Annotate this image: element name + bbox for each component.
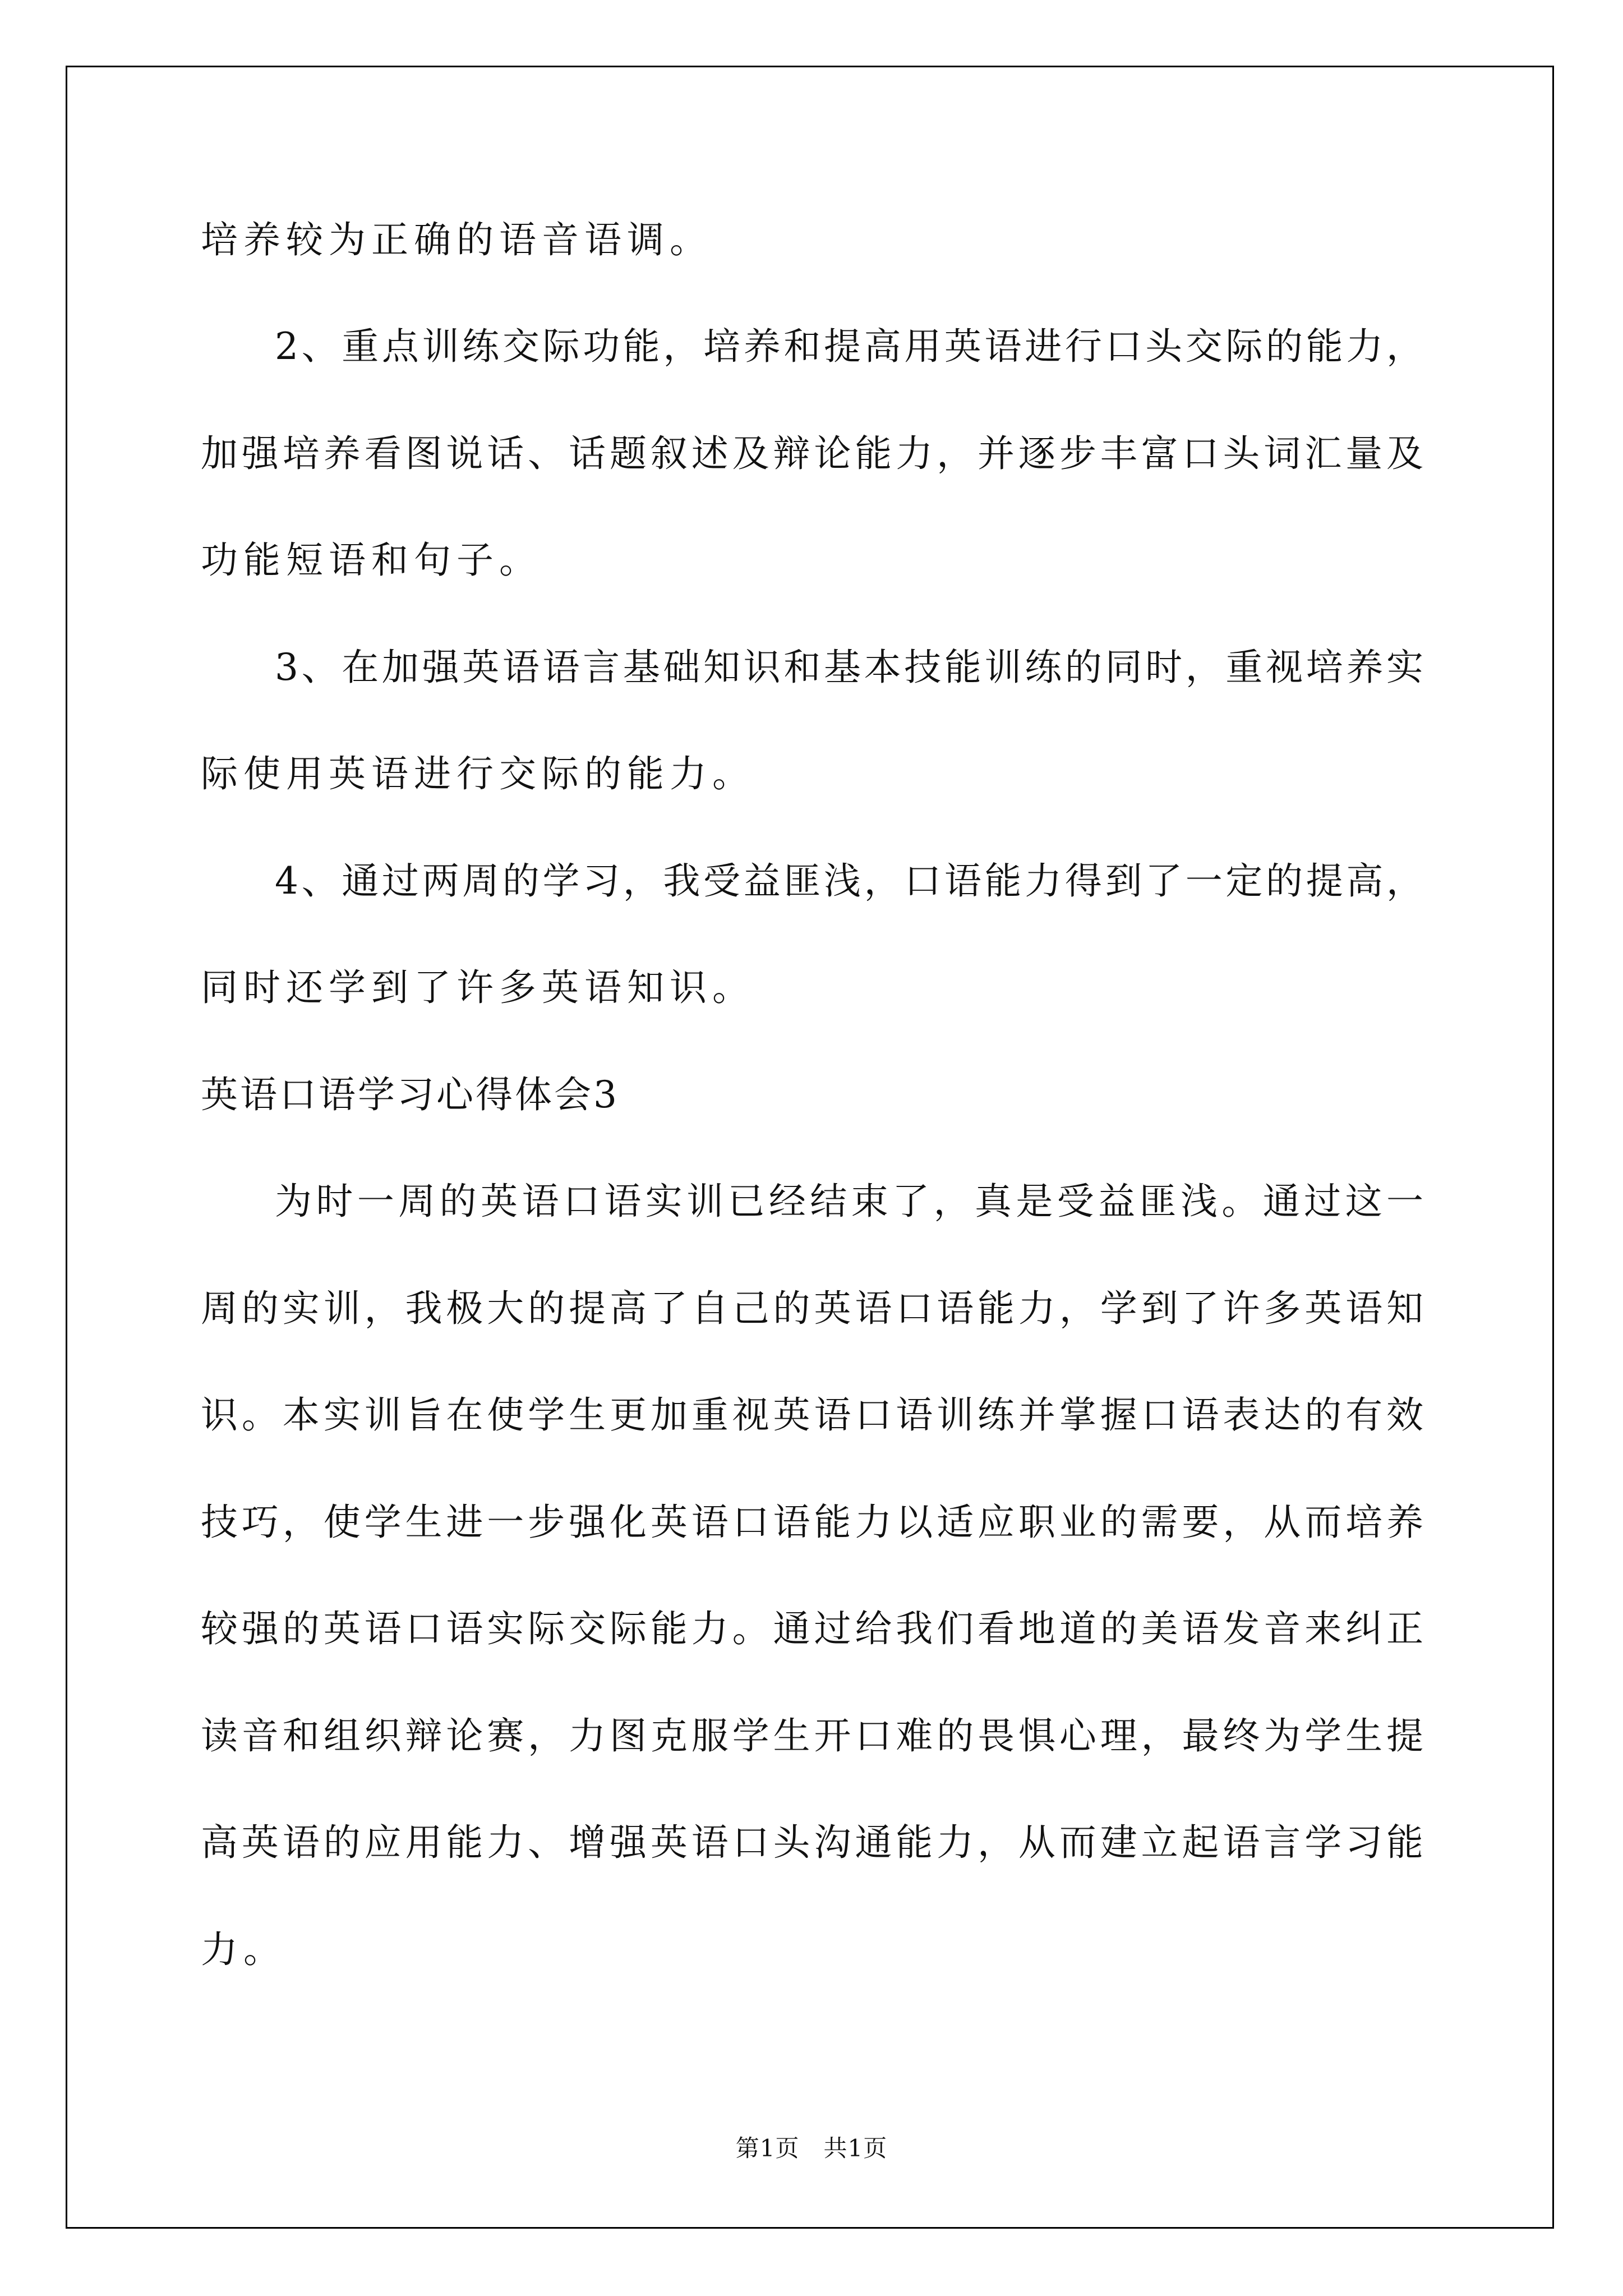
- page-footer: 第1页 共1页: [735, 2134, 888, 2162]
- text-line: 读音和组织辩论赛，力图克服学生开口难的畏惧心理，最终为学生提: [201, 1714, 1423, 1757]
- text-line: 际使用英语进行交际的能力。: [201, 752, 755, 795]
- text-line: 识。本实训旨在使学生更加重视英语口语训练并掌握口语表达的有效: [201, 1393, 1423, 1437]
- text-line: 为时一周的英语口语实训已经结束了，真是受益匪浅。通过这一: [275, 1180, 1423, 1223]
- text-line: 力。: [201, 1928, 286, 1971]
- text-line: 技巧，使学生进一步强化英语口语能力以适应职业的需要，从而培养: [201, 1501, 1423, 1544]
- text-line: 周的实训，我极大的提高了自己的英语口语能力，学到了许多英语知: [201, 1287, 1423, 1330]
- page-border: [66, 66, 1554, 2229]
- text-line: 4、通过两周的学习，我受益匪浅，口语能力得到了一定的提高，: [275, 859, 1423, 903]
- text-line: 较强的英语口语实际交际能力。通过给我们看地道的美语发音来纠正: [201, 1607, 1423, 1650]
- text-line: 3、在加强英语语言基础知识和基本技能训练的同时，重视培养实: [275, 646, 1423, 689]
- text-line: 培养较为正确的语音语调。: [201, 218, 712, 261]
- text-line: 2、重点训练交际功能，培养和提高用英语进行口头交际的能力，: [275, 325, 1423, 368]
- section-heading: 英语口语学习心得体会3: [201, 1073, 619, 1116]
- text-line: 功能短语和句子。: [201, 539, 542, 582]
- text-line: 同时还学到了许多英语知识。: [201, 966, 755, 1009]
- text-line: 高英语的应用能力、增强英语口头沟通能力，从而建立起语言学习能: [201, 1821, 1423, 1864]
- text-line: 加强培养看图说话、话题叙述及辩论能力，并逐步丰富口头词汇量及: [201, 432, 1423, 475]
